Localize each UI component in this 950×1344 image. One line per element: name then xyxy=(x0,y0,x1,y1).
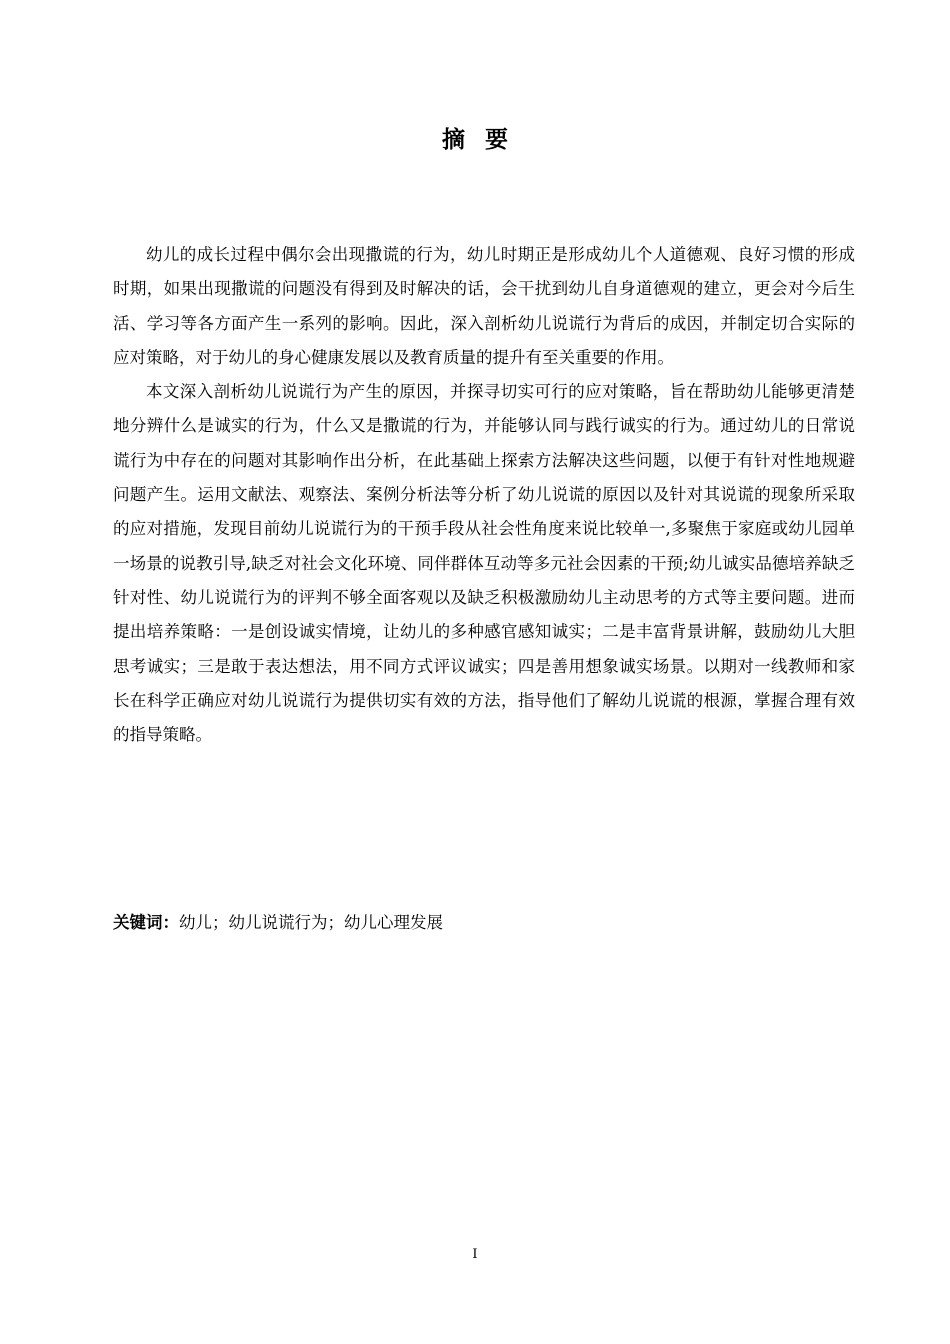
keywords-label: 关键词： xyxy=(113,913,179,932)
abstract-body xyxy=(113,238,855,752)
keywords-line xyxy=(113,907,855,939)
abstract-paragraph-2: 本文深入剖析幼儿说谎行为产生的原因，并探寻切实可行的应对策略，旨在帮助幼儿能够更清楚地分辨什么是诚实的行为，什么又是撒谎的行为，并能够认同与践行诚实的行为。通过幼儿的日常说谎行为中存在的问题对其影响作出分析，在此基础上探索方法解决这些问题，以便于有针对性地规避问题产生。运用文献法、观察法、案例分析法等分析了幼儿说谎的原因以及针对其说谎的现象所采取的应对措施，发现目前幼儿说谎行为的干预手段从社会性角度来说比较单一,多聚焦于家庭或幼儿园单一场景的说教引导,缺乏对社会文化环境、同伴群体互动等多元社会因素的干预;幼儿诚实品德培养缺乏针对性、幼儿说谎行为的评判不够全面客观以及缺乏积极激励幼儿主动思考的方式等主要问题。进而提出培养策略：一是创设诚实情境，让幼儿的多种感官感知诚实；二是丰富背景讲解，鼓励幼儿大胆思考诚实；三是敢于表达想法，用不同方式评议诚实；四是善用想象诚实场景。以期对一线教师和家长在科学正确应对幼儿说谎行为提供切实有效的方法，指导他们了解幼儿说谎的根源，掌握合理有效的指导策略。 xyxy=(113,382,855,745)
page-number: I xyxy=(472,1247,478,1262)
keywords-value: 幼儿；幼儿说谎行为；幼儿心理发展 xyxy=(179,913,443,932)
page-title: 摘要 xyxy=(442,127,528,153)
abstract-paragraph-1: 幼儿的成长过程中偶尔会出现撒谎的行为，幼儿时期正是形成幼儿个人道德观、良好习惯的形成时期，如果出现撒谎的问题没有得到及时解决的话，会干扰到幼儿自身道德观的建立，更会对今后生活、学习等各方面产生一系列的影响。因此，深入剖析幼儿说谎行为背后的成因，并制定切合实际的应对策略，对于幼儿的身心健康发展以及教育质量的提升有至关重要的作用。 xyxy=(113,245,855,367)
